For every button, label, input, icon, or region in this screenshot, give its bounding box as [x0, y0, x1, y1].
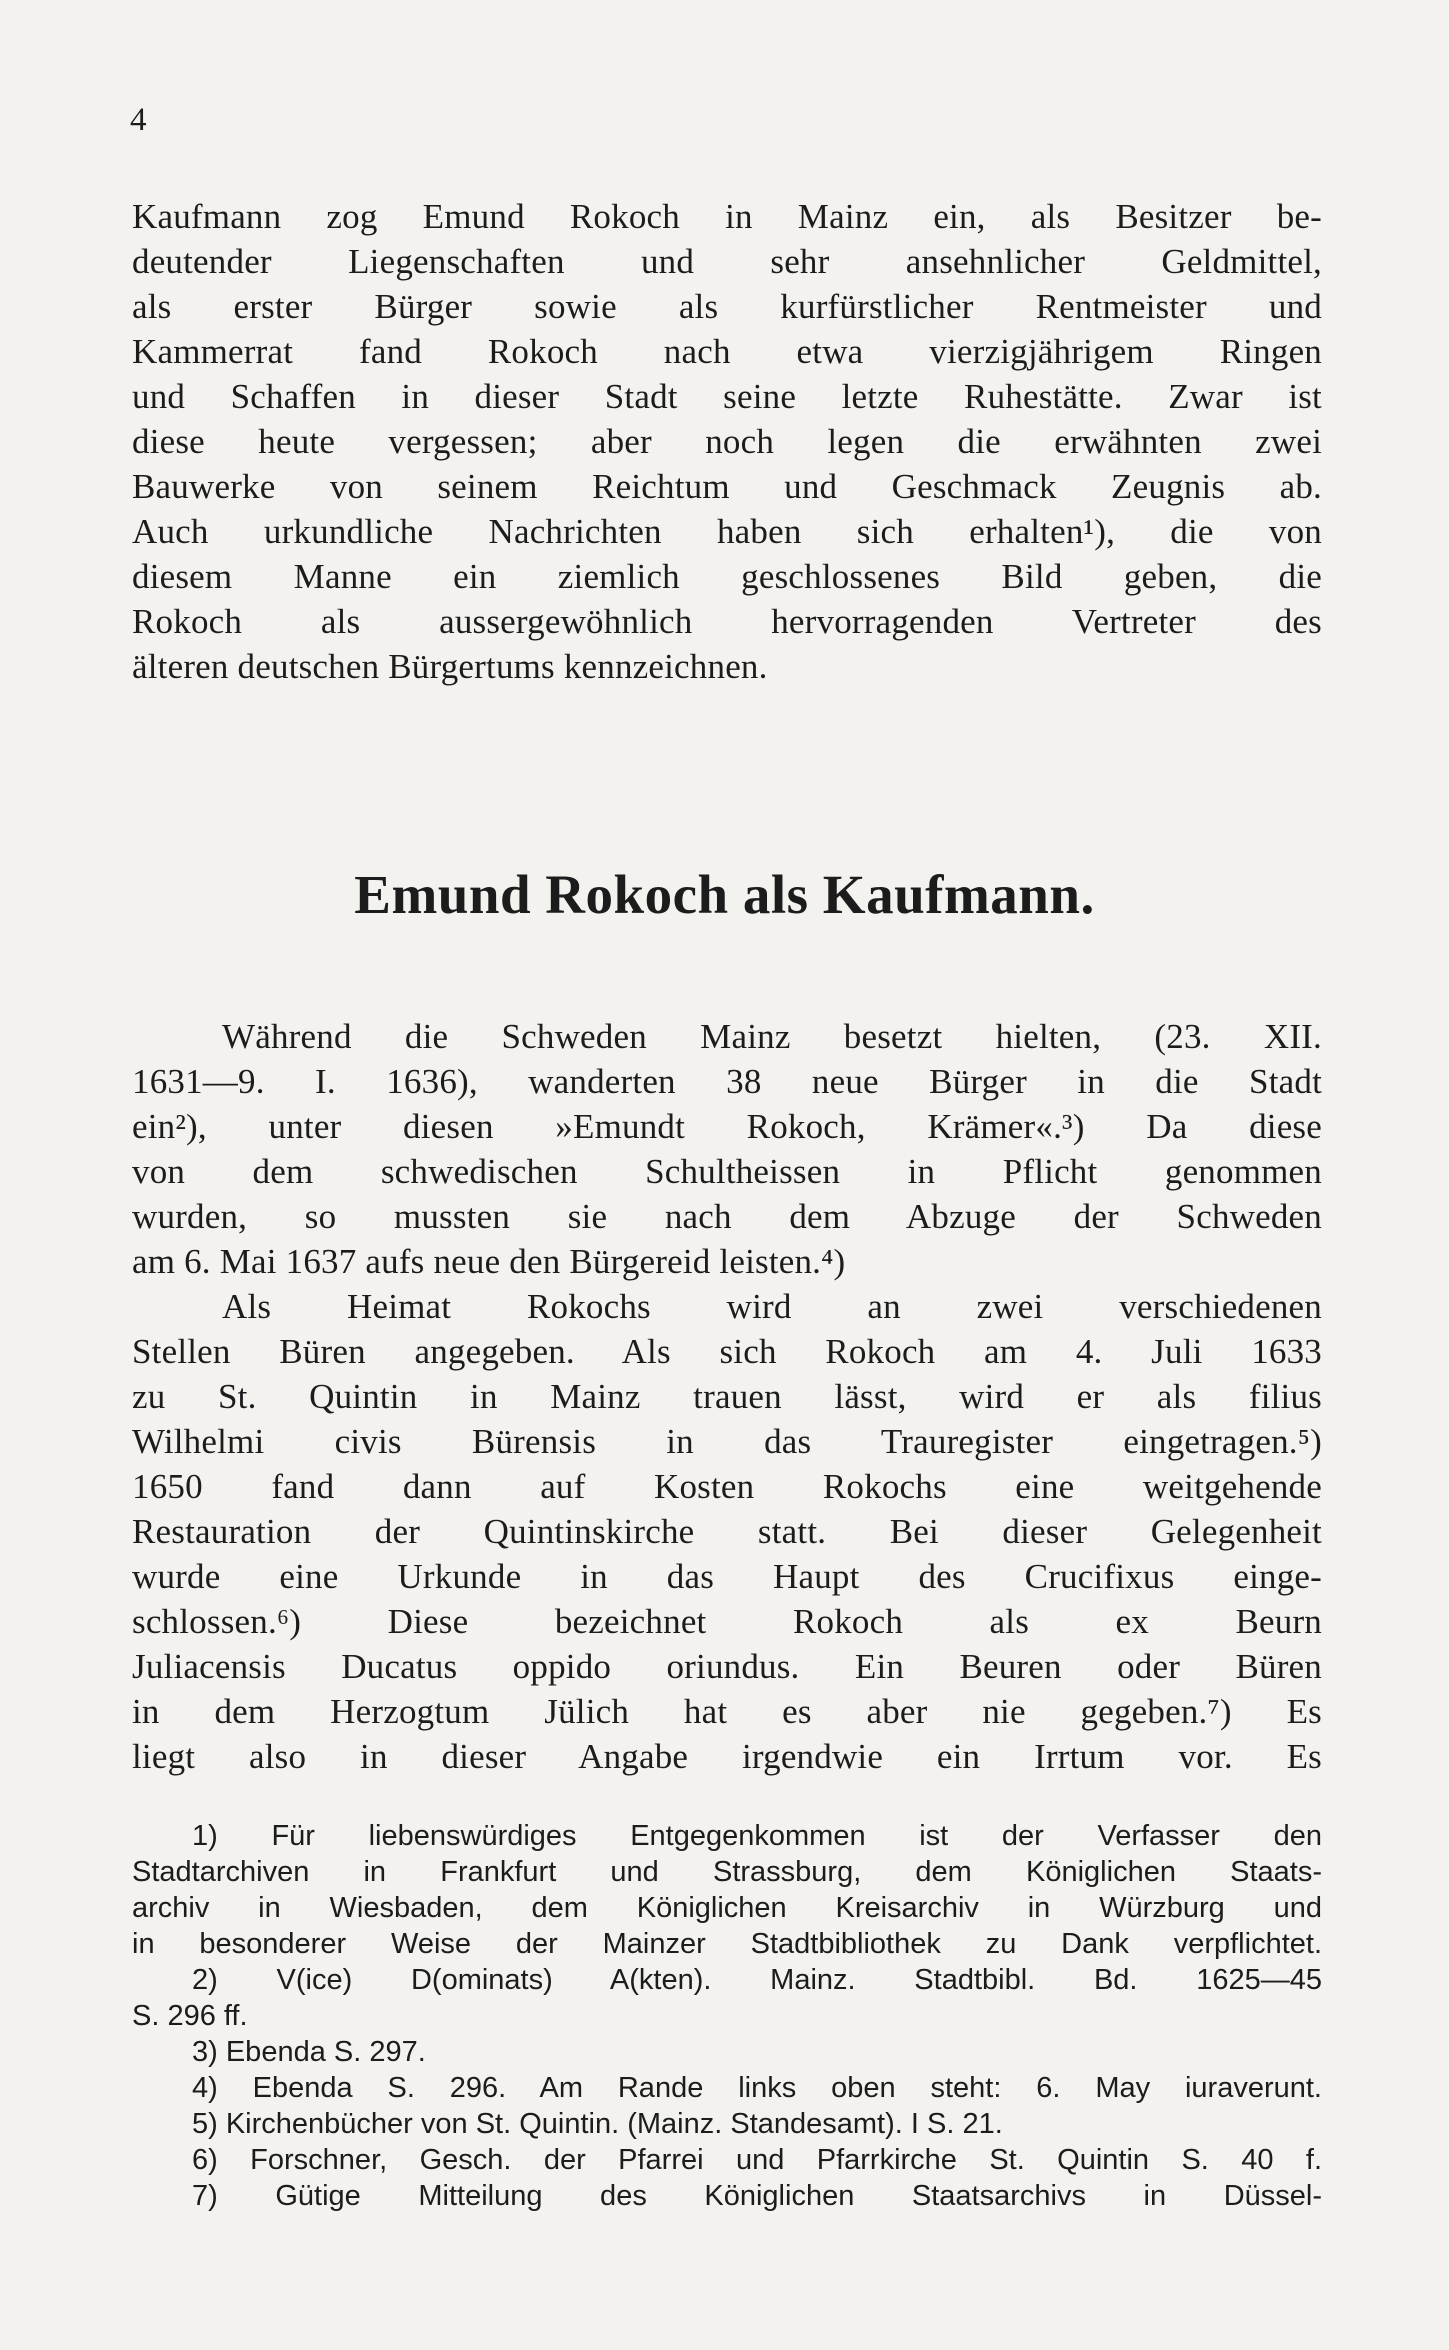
footnotes: [132, 1818, 1322, 2214]
paragraph-heimat: [132, 1284, 1322, 1779]
footnote: 6) Forschner, Gesch. der Pfarrei und Pfarrkirche St. Quintin S. 40 f.: [192, 2144, 1322, 2176]
text-line: von dem schwedischen Schultheissen in Pflicht genommen: [132, 1152, 1322, 1191]
footnote: 7) Gütige Mitteilung des Königlichen Staatsarchivs in Düssel-: [192, 2180, 1322, 2212]
text-line: ein²), unter diesen »Emundt Rokoch, Krämer«.³) Da diese: [132, 1107, 1322, 1146]
text-line: 1631—9. I. 1636), wanderten 38 neue Bürger in die Stadt: [132, 1062, 1322, 1101]
footnote-continuation: archiv in Wiesbaden, dem Königlichen Kreisarchiv in Würzburg und: [132, 1892, 1322, 1924]
text-line: Wilhelmi civis Bürensis in das Trauregister eingetragen.⁵): [132, 1422, 1322, 1461]
footnote-continuation: in besonderer Weise der Mainzer Stadtbibliothek zu Dank verpflichtet.: [132, 1928, 1322, 1960]
intro-paragraph: [132, 194, 1322, 689]
text-line: älteren deutschen Bürgertums kennzeichnen.: [132, 647, 768, 686]
text-line: Als Heimat Rokochs wird an zwei verschiedenen: [222, 1287, 1322, 1326]
text-line: schlossen.⁶) Diese bezeichnet Rokoch als ex Beurn: [132, 1602, 1322, 1641]
text-line: Restauration der Quintinskirche statt. Bei dieser Gelegenheit: [132, 1512, 1322, 1551]
text-line: zu St. Quintin in Mainz trauen lässt, wird er als filius: [132, 1377, 1322, 1416]
text-line: Kammerrat fand Rokoch nach etwa vierzigjährigem Ringen: [132, 332, 1322, 371]
text-line: Während die Schweden Mainz besetzt hielten, (23. XII.: [222, 1017, 1322, 1056]
page-number: 4: [130, 102, 147, 138]
paragraph-schweden: [132, 1014, 1322, 1284]
footnote: 3) Ebenda S. 297.: [192, 2036, 426, 2068]
text-line: am 6. Mai 1637 aufs neue den Bürgereid leisten.⁴): [132, 1242, 846, 1281]
footnote: 4) Ebenda S. 296. Am Rande links oben steht: 6. May iuraverunt.: [192, 2072, 1322, 2104]
text-line: als erster Bürger sowie als kurfürstlicher Rentmeister und: [132, 287, 1322, 326]
text-line: Juliacensis Ducatus oppido oriundus. Ein Beuren oder Büren: [132, 1647, 1322, 1686]
text-line: Bauwerke von seinem Reichtum und Geschmack Zeugnis ab.: [132, 467, 1322, 506]
text-line: in dem Herzogtum Jülich hat es aber nie gegeben.⁷) Es: [132, 1692, 1322, 1731]
text-line: Auch urkundliche Nachrichten haben sich erhalten¹), die von: [132, 512, 1322, 551]
footnote: 2) V(ice) D(ominats) A(kten). Mainz. Stadtbibl. Bd. 1625—45: [192, 1964, 1322, 1996]
text-line: wurden, so mussten sie nach dem Abzuge der Schweden: [132, 1197, 1322, 1236]
text-line: und Schaffen in dieser Stadt seine letzte Ruhestätte. Zwar ist: [132, 377, 1322, 416]
text-line: wurde eine Urkunde in das Haupt des Crucifixus einge-: [132, 1557, 1322, 1596]
footnote: 1) Für liebenswürdiges Entgegenkommen ist der Verfasser den: [192, 1820, 1322, 1852]
section-heading: Emund Rokoch als Kaufmann.: [354, 864, 1095, 925]
footnote-continuation: Stadtarchiven in Frankfurt und Strassburg, dem Königlichen Staats-: [132, 1856, 1322, 1888]
text-line: 1650 fand dann auf Kosten Rokochs eine weitgehende: [132, 1467, 1322, 1506]
text-line: Kaufmann zog Emund Rokoch in Mainz ein, als Besitzer be-: [132, 197, 1322, 236]
text-line: deutender Liegenschaften und sehr ansehnlicher Geldmittel,: [132, 242, 1322, 281]
footnote-continuation: S. 296 ff.: [132, 2000, 248, 2032]
text-line: Rokoch als aussergewöhnlich hervorragenden Vertreter des: [132, 602, 1322, 641]
text-line: diese heute vergessen; aber noch legen die erwähnten zwei: [132, 422, 1322, 461]
footnote: 5) Kirchenbücher von St. Quintin. (Mainz. Standesamt). I S. 21.: [192, 2108, 1003, 2140]
text-line: liegt also in dieser Angabe irgendwie ein Irrtum vor. Es: [132, 1737, 1322, 1776]
text-line: diesem Manne ein ziemlich geschlossenes Bild geben, die: [132, 557, 1322, 596]
text-line: Stellen Büren angegeben. Als sich Rokoch am 4. Juli 1633: [132, 1332, 1322, 1371]
